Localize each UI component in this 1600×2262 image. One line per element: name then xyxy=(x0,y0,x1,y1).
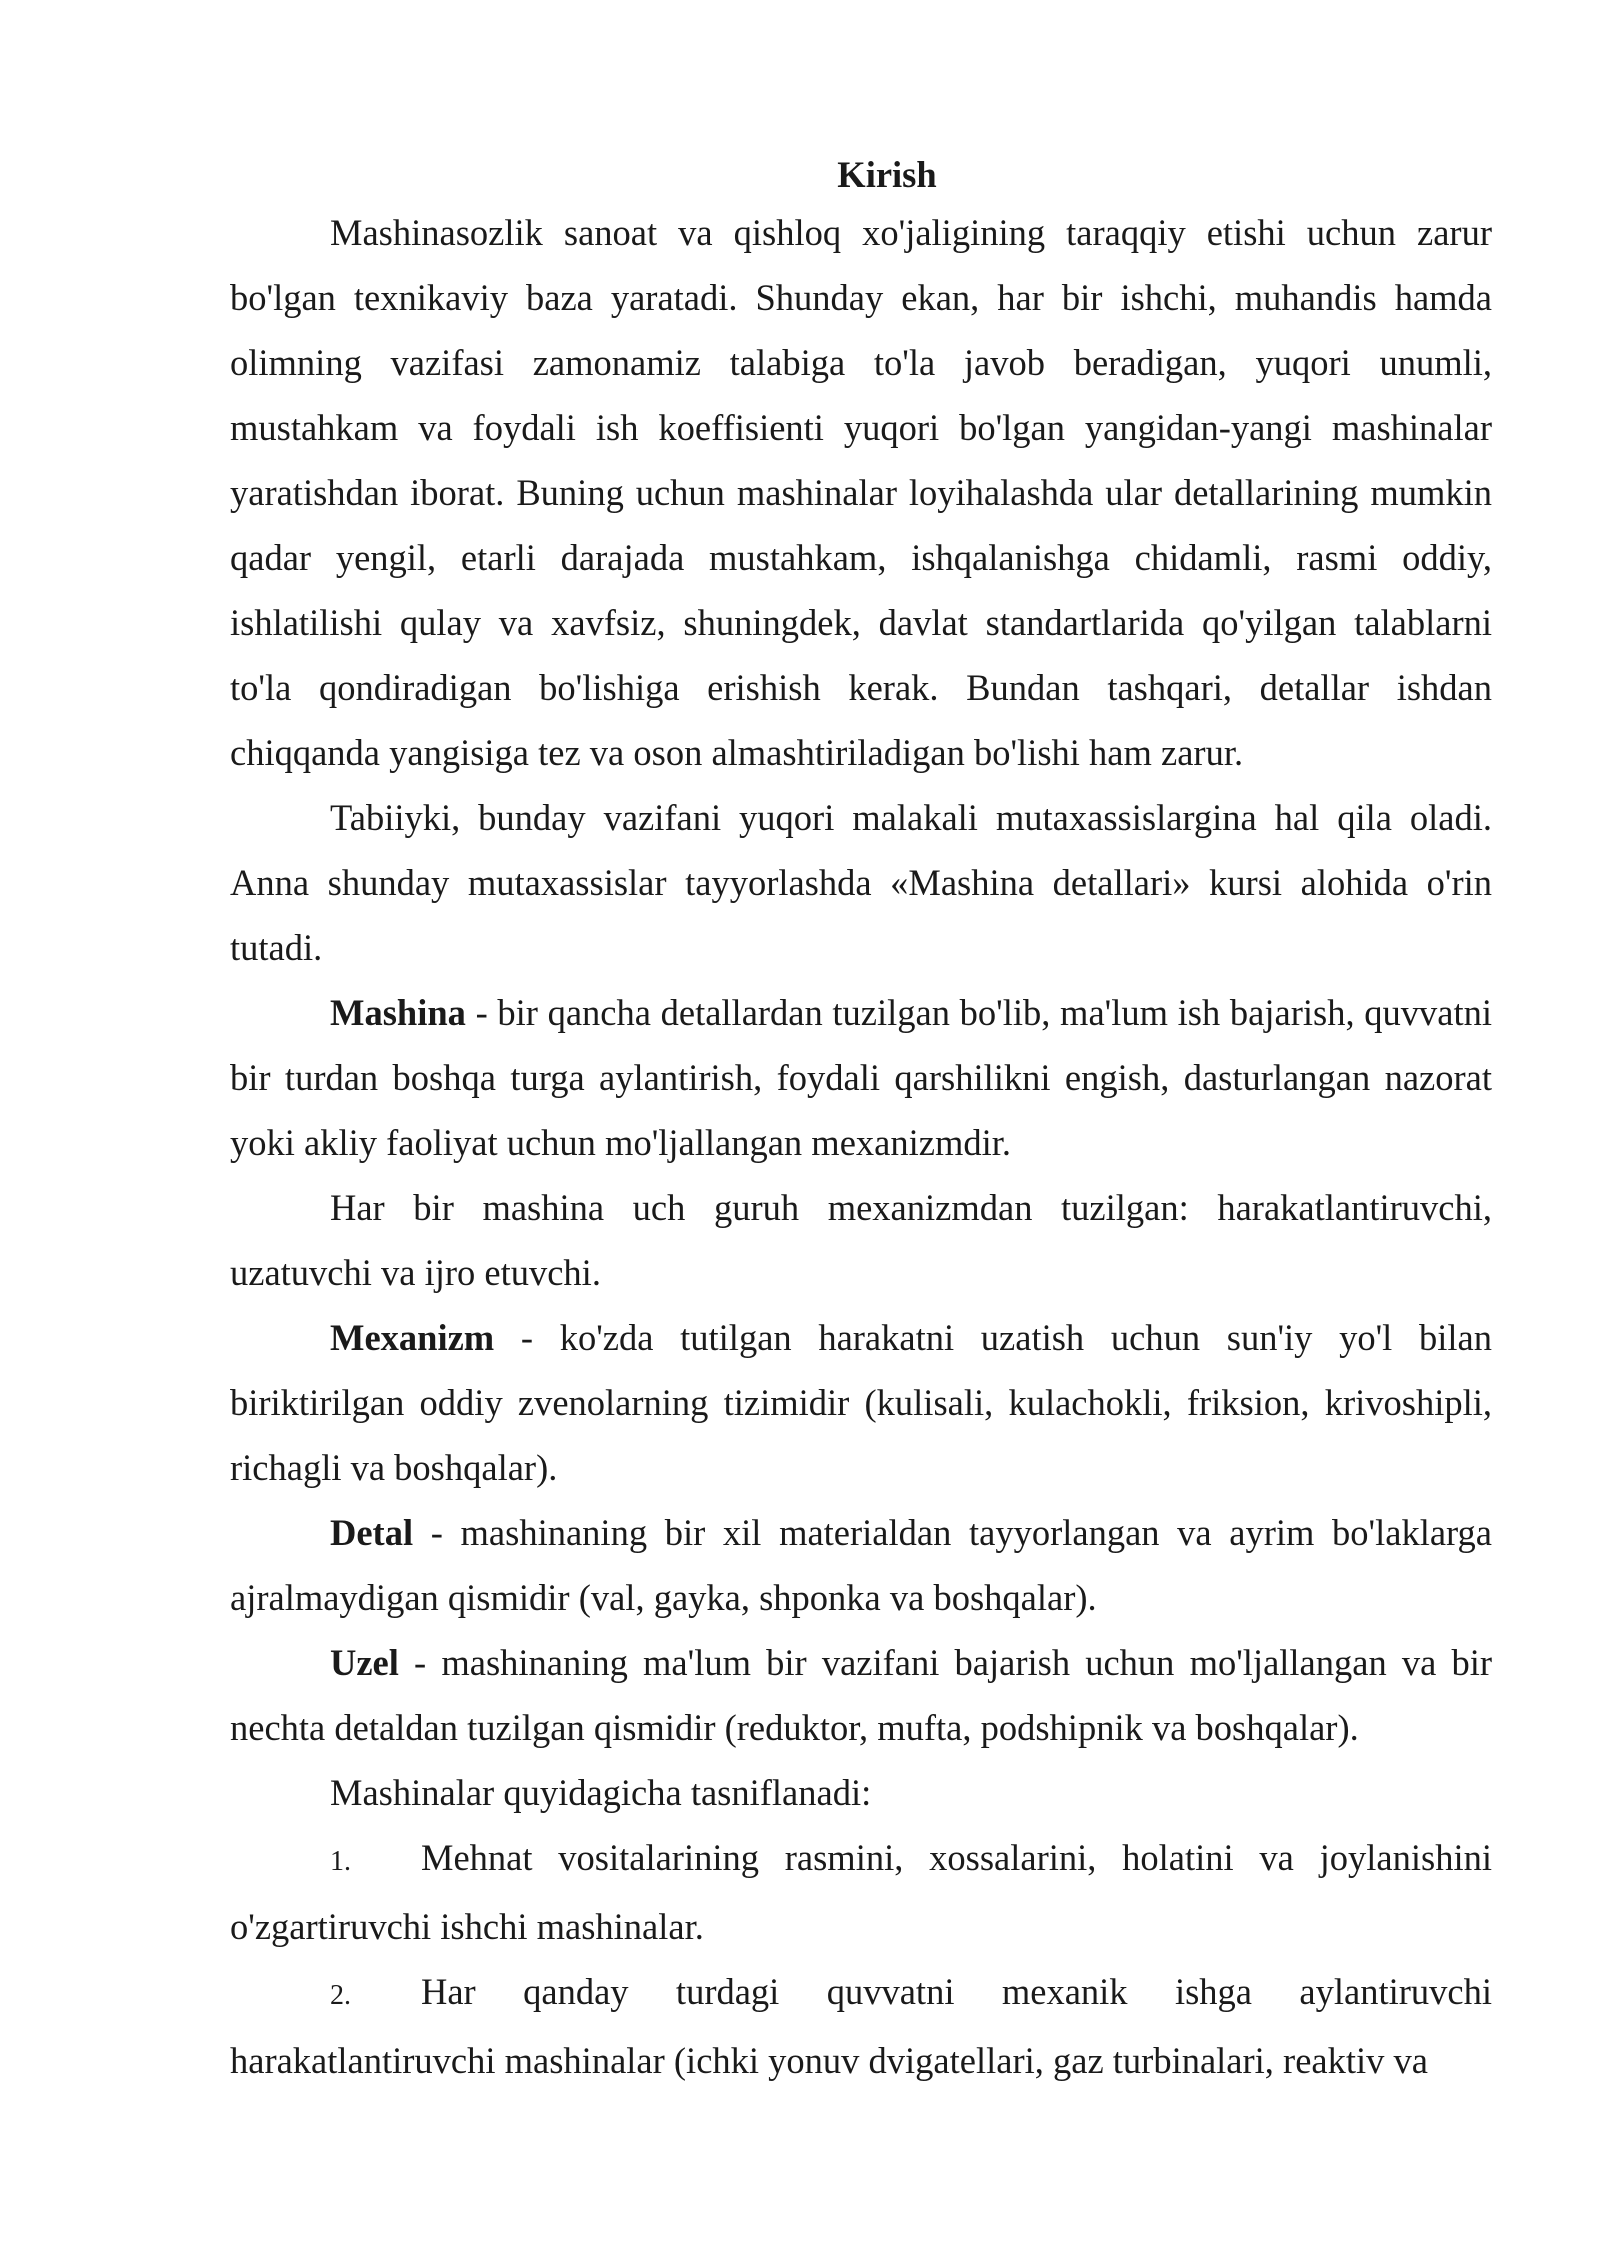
list-item-text: Mehnat vositalarining rasmini, xossalarini, holatini va joylanishini o'zgartiruvchi ishchi mashinalar. xyxy=(230,1837,1492,1947)
paragraph-classification: Mashinalar quyidagicha tasniflanadi: xyxy=(330,1772,872,1813)
term-uzel: Uzel xyxy=(330,1642,399,1683)
definition-mexanizm xyxy=(230,1305,1492,1500)
definition-mashina xyxy=(230,980,1492,1175)
document-page xyxy=(230,150,1492,2093)
list-item xyxy=(230,1825,1492,1959)
page-title: Kirish xyxy=(837,154,937,195)
term-mexanizm: Mexanizm xyxy=(330,1317,495,1358)
list-item-number: 1. xyxy=(330,1846,351,1877)
list-item-text: Har qanday turdagi quvvatni mexanik ishga aylantiruvchi harakatlantiruvchi mashinalar (ichki yonuv dvigatellari, gaz turbinalari, reaktiv va xyxy=(230,1971,1492,2081)
list-item xyxy=(230,1959,1492,2093)
paragraph-mechanism-groups: Har bir mashina uch guruh mexanizmdan tuzilgan: harakatlantiruvchi, uzatuvchi va ijro etuvchi. xyxy=(230,1187,1492,1293)
definition-uzel xyxy=(230,1630,1492,1760)
term-detal: Detal xyxy=(330,1512,414,1553)
definition-mexanizm-text: - ko'zda tutilgan harakatni uzatish uchun sun'iy yo'l bilan biriktirilgan oddiy zvenolarning tizimidir (kulisali, kulachokli, friksion, krivoshipli, richagli va boshqalar). xyxy=(230,1317,1492,1488)
paragraph-specialists: Tabiiyki, bunday vazifani yuqori malakali mutaxassislargina hal qila oladi. Anna shunday mutaxassislar tayyorlashda «Mashina detallari» kursi alohida o'rin tutadi. xyxy=(230,797,1492,968)
term-mashina: Mashina xyxy=(330,992,466,1033)
list-item-number: 2. xyxy=(330,1980,351,2011)
definition-uzel-text: - mashinaning ma'lum bir vazifani bajarish uchun mo'ljallangan va bir nechta detaldan tuzilgan qismidir (reduktor, mufta, podshipnik va boshqalar). xyxy=(230,1642,1492,1748)
definition-detal-text: - mashinaning bir xil materialdan tayyorlangan va ayrim bo'laklarga ajralmaydigan qismidir (val, gayka, shponka va boshqalar). xyxy=(230,1512,1492,1618)
definition-mashina-text: - bir qancha detallardan tuzilgan bo'lib, ma'lum ish bajarish, quvvatni bir turdan boshqa turga aylantirish, foydali qarshilikni engish, dasturlangan nazorat yoki akliy faoliyat uchun mo'ljallangan mexanizmdir. xyxy=(230,992,1492,1163)
definition-detal xyxy=(230,1500,1492,1630)
paragraph-intro: Mashinasozlik sanoat va qishloq xo'jaligining taraqqiy etishi uchun zarur bo'lgan texnikaviy baza yaratadi. Shunday ekan, har bir ishchi, muhandis hamda olimning vazifasi zamonamiz talabiga to'la javob beradigan, yuqori unumli, mustahkam va foydali ish koeffisienti yuqori bo'lgan yangidan-yangi mashinalar yaratishdan iborat. Buning uchun mashinalar loyihalashda ular detallarining mumkin qadar yengil, etarli darajada mustahkam, ishqalanishga chidamli, rasmi oddiy, ishlatilishi qulay va xavfsiz, shuningdek, davlat standartlarida qo'yilgan talablarni to'la qondiradigan bo'lishiga erishish kerak. Bundan tashqari, detallar ishdan chiqqanda yangisiga tez va oson almashtiriladigan bo'lishi ham zarur. xyxy=(230,212,1492,773)
